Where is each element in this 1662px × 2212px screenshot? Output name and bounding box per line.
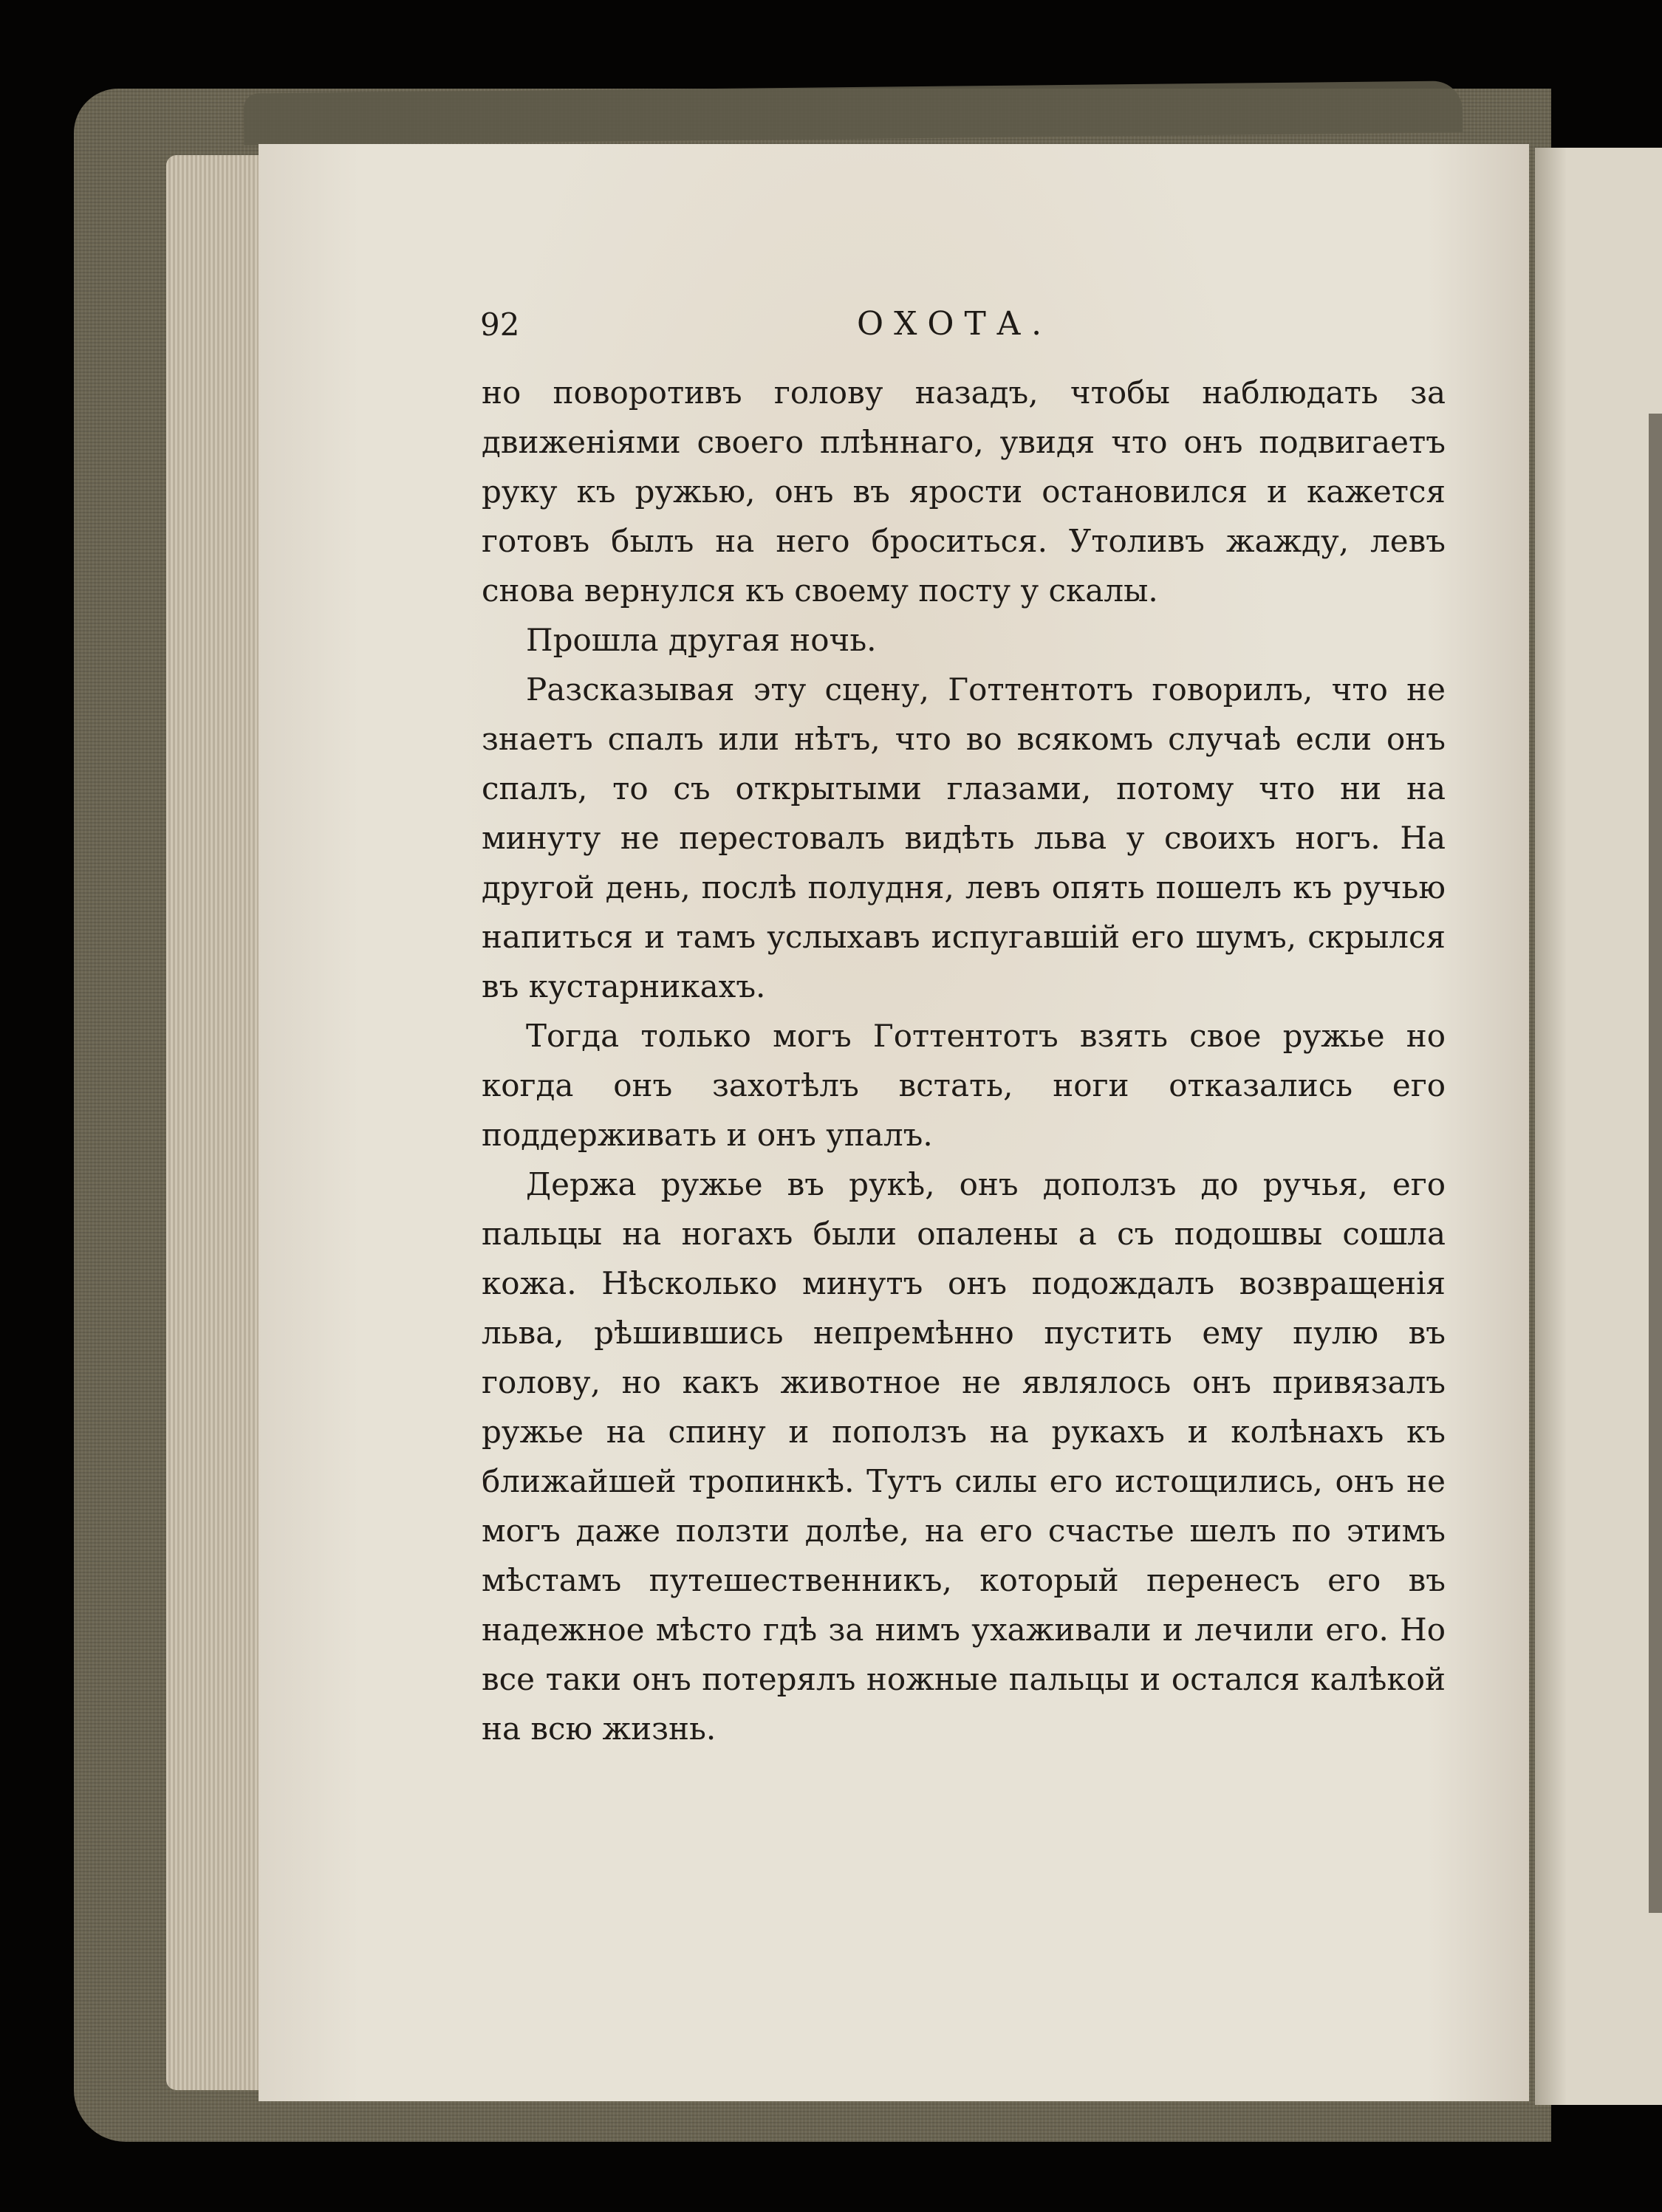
paragraph: Разсказывая эту сцену, Готтентотъ говорилъ, что не знаетъ спалъ или нѣтъ, что во всякомъ случаѣ если онъ спалъ, то съ открытыми глазами, потому что ни на минуту не перестовалъ видѣть льва у своихъ ногъ. На другой день, послѣ полудня, левъ опять пошелъ къ ручью напиться и тамъ услыхавъ испугавшій его шумъ, скрылся въ кустарникахъ. — [482, 671, 1446, 1004]
body-text — [482, 368, 1446, 1753]
facing-page — [1535, 148, 1662, 2105]
paragraph: Прошла другая ночь. — [526, 622, 877, 658]
paragraph: но поворотивъ голову назадъ, чтобы наблюдать за движеніями своего плѣннаго, увидя что онъ подвигаетъ руку къ ружью, онъ въ ярости остановился и кажется готовъ былъ на него броситься. Утоливъ жажду, левъ снова вернулся къ своему посту у скалы. — [482, 374, 1446, 609]
paragraph: Тогда только могъ Готтентотъ взять свое ружье но когда онъ захотѣлъ встать, ноги отказались его поддерживать и онъ упалъ. — [482, 1018, 1446, 1153]
page-header — [480, 307, 1440, 351]
page-number: 92 — [480, 307, 520, 343]
paragraph: Держа ружье въ рукѣ, онъ доползъ до ручья, его пальцы на ногахъ были опалены а съ подошвы сошла кожа. Нѣсколько минутъ онъ подождалъ возвращенія льва, рѣшившись непремѣнно пустить ему пулю въ голову, но какъ животное не являлось онъ привязалъ ружье на спину и поползъ на рукахъ и колѣнахъ къ ближайшей тропинкѣ. Тутъ силы его истощились, онъ не могъ даже ползти долѣе, на его счастье шелъ по этимъ мѣстамъ путешественникъ, который перенесъ его въ надежное мѣсто гдѣ за нимъ ухаживали и лечили его. Но все таки онъ потерялъ ножные пальцы и остался калѣкой на всю жизнь. — [482, 1166, 1446, 1747]
facing-page-illustration-edge — [1649, 414, 1662, 1913]
running-head: ОХОТА. — [857, 305, 1053, 343]
page-edges — [166, 155, 270, 2090]
